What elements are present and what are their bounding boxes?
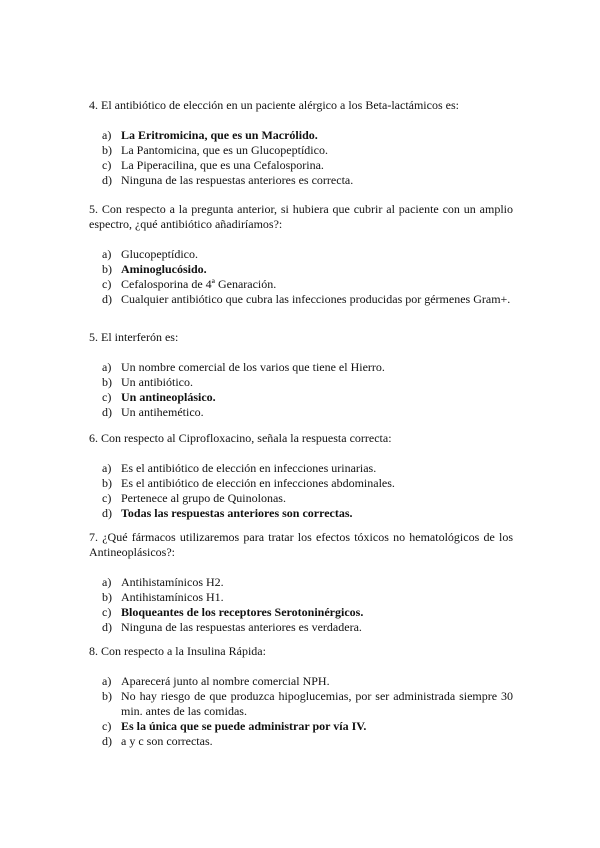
question-stem: 5. Con respecto a la pregunta anterior, si hubiera que cubrir al paciente con un amplio espectro, ¿qué antibiótico añadiríamos?: [89,202,513,231]
option-text: Un nombre comercial de los varios que tiene el Hierro. [121,360,385,374]
question-stem: 4. El antibiótico de elección en un paciente alérgico a los Beta-lactámicos es: [89,98,459,112]
option-text: Aparecerá junto al nombre comercial NPH. [121,674,330,688]
option-letter: a) [102,247,112,261]
option-text: La Piperacilina, que es una Cefalosporina. [121,158,324,172]
answer-option [89,734,513,749]
option-text: a y c son correctas. [121,734,213,748]
option-letter: a) [102,674,112,688]
option-text: Es el antibiótico de elección en infecciones urinarias. [121,461,377,475]
option-letter: b) [102,375,112,389]
question-7 [89,530,513,635]
option-text: Es el antibiótico de elección en infecciones abdominales. [121,476,395,490]
answer-options [89,575,513,635]
answer-option [89,575,513,590]
option-text: Un antineoplásico. [121,390,216,404]
answer-option [89,247,513,262]
option-text: Pertenece al grupo de Quinolonas. [121,491,286,505]
answer-option [89,390,513,405]
option-letter: a) [102,360,112,374]
option-text: La Eritromicina, que es un Macrólido. [121,128,318,142]
answer-option [89,674,513,689]
answer-option [89,620,513,635]
answer-option [89,590,513,605]
answer-option [89,375,513,390]
option-text: Un antibiótico. [121,375,193,389]
option-letter: c) [102,390,112,404]
option-letter: d) [102,620,112,634]
option-text: La Pantomicina, que es un Glucopeptídico. [121,143,328,157]
answer-option [89,461,513,476]
option-text: Ninguna de las respuestas anteriores es verdadera. [121,620,362,634]
answer-option [89,262,513,277]
question-stem: 8. Con respecto a la Insulina Rápida: [89,644,266,658]
option-letter: d) [102,292,112,306]
option-text: Es la única que se puede administrar por vía IV. [121,719,367,733]
question-4 [89,98,513,188]
option-text: Ninguna de las respuestas anteriores es correcta. [121,173,354,187]
option-letter: d) [102,734,112,748]
option-letter: c) [102,719,112,733]
option-letter: d) [102,173,112,187]
answer-option [89,360,513,375]
option-letter: a) [102,575,112,589]
answer-option [89,476,513,491]
question-6 [89,431,513,521]
option-letter: c) [102,277,112,291]
option-letter: d) [102,506,112,520]
option-letter: b) [102,143,112,157]
option-text: Un antihemético. [121,405,204,419]
question-5a [89,202,513,307]
option-letter: a) [102,461,112,475]
answer-options [89,247,513,307]
answer-option [89,491,513,506]
option-letter: c) [102,605,112,619]
option-letter: b) [102,590,112,604]
question-stem: 5. El interferón es: [89,330,179,344]
option-letter: b) [102,689,112,703]
option-text: Aminoglucósido. [121,262,207,276]
answer-option [89,292,513,307]
option-letter: b) [102,476,112,490]
answer-option [89,689,513,719]
question-5b [89,330,513,420]
option-letter: d) [102,405,112,419]
answer-option [89,719,513,734]
answer-option [89,405,513,420]
option-text: No hay riesgo de que produzca hipoglucemias, por ser administrada siempre 30 min. antes de las comidas. [121,689,513,718]
option-text: Cefalosporina de 4ª Genaración. [121,277,277,291]
answer-options [89,128,513,188]
option-letter: c) [102,158,112,172]
option-text: Glucopeptídico. [121,247,198,261]
question-stem: 7. ¿Qué fármacos utilizaremos para tratar los efectos tóxicos no hematológicos de los Antineoplásicos?: [89,530,513,559]
option-text: Antihistamínicos H2. [121,575,224,589]
option-text: Bloqueantes de los receptores Serotoninérgicos. [121,605,364,619]
option-text: Cualquier antibiótico que cubra las infecciones producidas por gérmenes Gram+. [121,292,511,306]
answer-option [89,158,513,173]
answer-options [89,461,513,521]
option-text: Todas las respuestas anteriores son correctas. [121,506,353,520]
answer-option [89,506,513,521]
answer-option [89,128,513,143]
question-8 [89,644,513,749]
answer-option [89,277,513,292]
answer-options [89,674,513,749]
option-text: Antihistamínicos H1. [121,590,224,604]
answer-option [89,143,513,158]
answer-options [89,360,513,420]
option-letter: b) [102,262,112,276]
option-letter: c) [102,491,112,505]
question-stem: 6. Con respecto al Ciprofloxacino, señala la respuesta correcta: [89,431,392,445]
option-letter: a) [102,128,112,142]
answer-option [89,605,513,620]
answer-option [89,173,513,188]
